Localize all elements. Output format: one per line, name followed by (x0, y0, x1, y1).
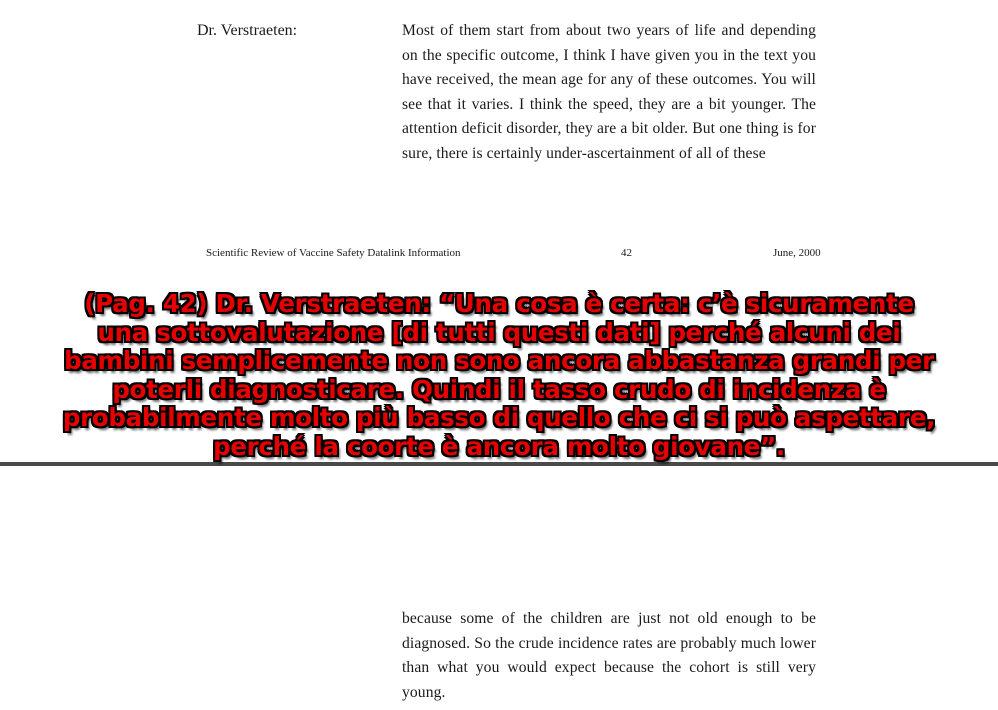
caption-line: una sottovalutazione [di tutti questi dati] perché alcuni dei (97, 317, 901, 347)
caption-line: poterli diagnosticare. Quindi il tasso crudo di incidenza è (112, 374, 886, 404)
footer-date: June, 2000 (773, 247, 821, 259)
transcript-paragraph-bottom: because some of the children are just not old enough to be diagnosed. So the crude incidence rates are probably much lower than what you would expect because the cohort is still very young. (402, 610, 816, 701)
caption-line: perché la coorte è ancora molto giovane”. (213, 431, 785, 461)
footer-page-number: 42 (621, 247, 632, 259)
footer-document-title: Scientific Review of Vaccine Safety Datalink Information (206, 247, 461, 259)
caption-line: (Pag. 42) Dr. Verstraeten: “Una cosa è certa: c’è sicuramente (84, 289, 914, 318)
page-divider (0, 462, 998, 466)
caption-line: bambini semplicemente non sono ancora abbastanza grandi per (64, 346, 934, 376)
speaker-label: Dr. Verstraeten: (197, 22, 298, 39)
transcript-paragraph-top: Most of them start from about two years of life and depending on the specific outcome, I think I have given you in the text you have received, the mean age for any of these outcomes. You will see that it varies. I think the speed, they are a bit younger. The attention deficit disorder, they are a bit older. But one thing is for sure, there is certainly under-ascertainment of all of these (402, 22, 816, 162)
translation-caption-overlay (4, 290, 994, 462)
caption-line: probabilmente molto più basso di quello che ci si può aspettare, (62, 403, 936, 433)
